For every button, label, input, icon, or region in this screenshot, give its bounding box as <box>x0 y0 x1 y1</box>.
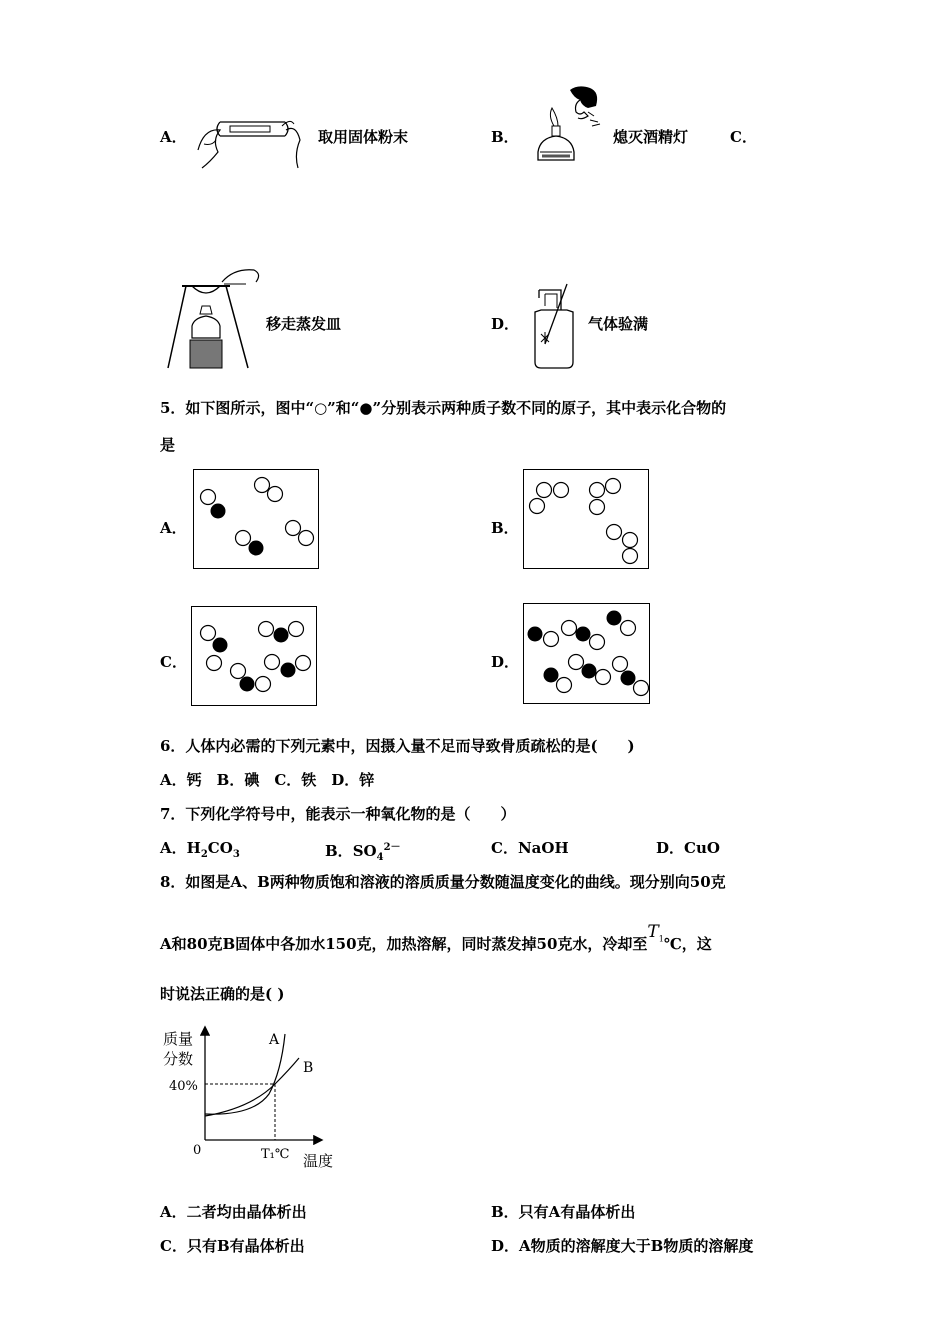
t1-symbol: $T_1$ <box>647 922 664 944</box>
q4-option-a-label: A． <box>160 128 187 146</box>
graph-x-label: 温度 <box>303 1152 334 1170</box>
q8-stem-line-2: A和80克B固体中各加水150克，加热溶解，同时蒸发掉50克水，冷却至$T_1℃$，这 <box>160 922 712 953</box>
q5-option-a-label: A． <box>160 519 187 537</box>
solubility-mass-fraction-graph <box>155 1020 355 1172</box>
q7-option-d: D．CuO <box>656 839 720 857</box>
q7-option-b: B．$SO_4^{2-}$ <box>325 842 401 863</box>
graph-y-label-2: 分数 <box>163 1050 194 1068</box>
q8-option-a: A．二者均由晶体析出 <box>160 1203 307 1221</box>
q5-option-d-diagram <box>523 603 650 704</box>
q5-option-a-diagram <box>193 469 319 569</box>
q4-option-d-text: 气体验满 <box>588 315 649 333</box>
q5-option-b-label: B． <box>491 519 519 537</box>
q5-option-b-diagram <box>523 469 649 569</box>
q8-option-d: D．A物质的溶解度大于B物质的溶解度 <box>491 1237 754 1255</box>
q7-option-a: A．$H_2CO_3$ <box>160 839 240 860</box>
graph-x-tick-t1: T₁℃ <box>261 1147 290 1162</box>
graph-origin: 0 <box>193 1143 202 1158</box>
blowing-out-alcohol-lamp-illustration <box>528 82 608 177</box>
graph-y-tick-40: 40% <box>169 1079 198 1094</box>
q4-option-c-label: C． <box>730 128 757 146</box>
q5-option-c-label: C． <box>160 653 187 671</box>
q6-options: A．钙 B．碘 C．铁 D．锌 <box>160 771 375 789</box>
powder-sampling-illustration <box>190 110 305 172</box>
tripod-evaporating-dish-illustration <box>162 264 264 372</box>
q5-stem-line-1: 5．如下图所示，图中“○”和“●”分别表示两种质子数不同的原子，其中表示化合物的 <box>160 399 727 417</box>
q7-stem: 7．下列化学符号中，能表示一种氧化物的是（ ） <box>160 805 516 823</box>
q8-stem-line-1: 8．如图是A、B两种物质饱和溶液的溶质质量分数随温度变化的曲线。现分别向50克 <box>160 873 726 891</box>
q4-option-b-label: B． <box>491 128 519 146</box>
graph-y-label-1: 质量 <box>163 1030 194 1048</box>
q4-option-a-text: 取用固体粉末 <box>318 128 409 146</box>
q5-option-d-label: D． <box>491 653 520 671</box>
q8-stem-line-3: 时说法正确的是( ) <box>160 985 285 1003</box>
q4-option-d-label: D． <box>491 315 520 333</box>
curve-b-label: B <box>303 1060 314 1076</box>
gas-bottle-test-illustration <box>527 282 582 372</box>
q6-stem: 6．人体内必需的下列元素中，因摄入量不足而导致骨质疏松的是( ) <box>160 737 635 755</box>
curve-a-label: A <box>269 1032 280 1048</box>
q7-option-c: C．NaOH <box>491 839 569 857</box>
q5-stem-line-2: 是 <box>160 436 176 454</box>
q4-option-c-text: 移走蒸发皿 <box>266 315 342 333</box>
q8-option-c: C．只有B有晶体析出 <box>160 1237 305 1255</box>
q5-option-c-diagram <box>191 606 317 706</box>
q8-option-b: B．只有A有晶体析出 <box>491 1203 636 1221</box>
q4-option-b-text: 熄灭酒精灯 <box>613 128 689 146</box>
